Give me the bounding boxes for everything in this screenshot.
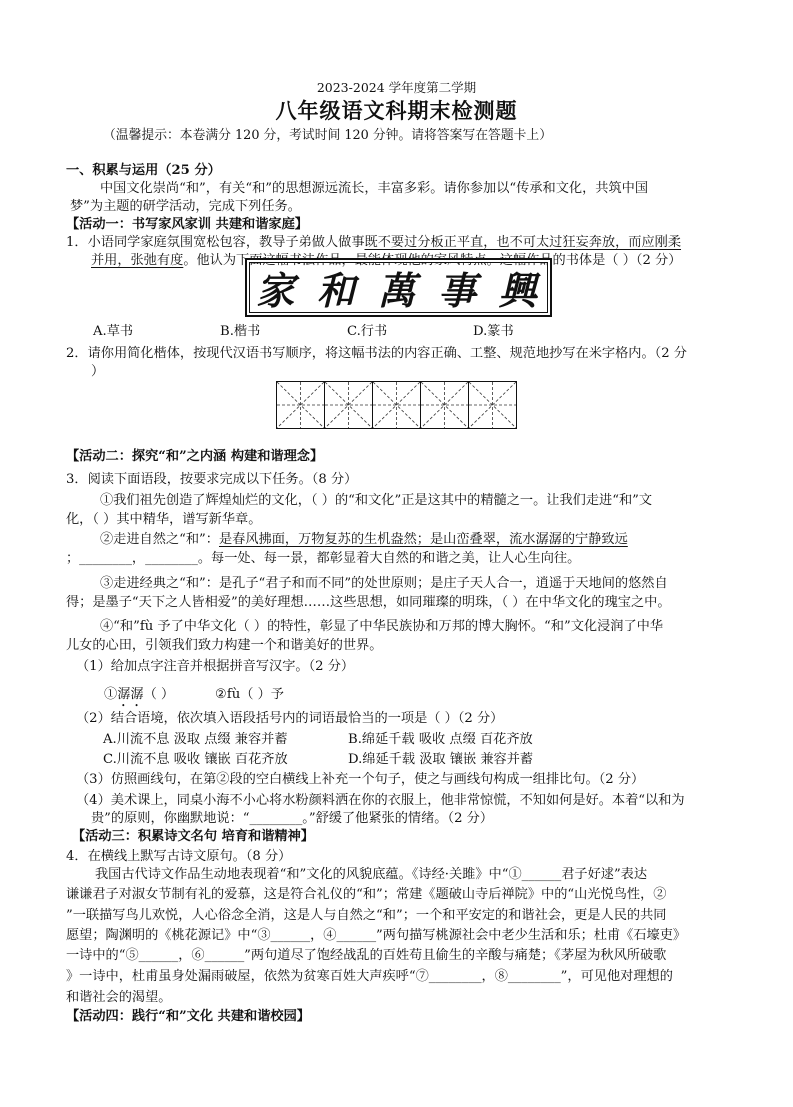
calligraphy-char: 興 [498,268,541,313]
q1-option-b: B.楷书 [220,324,261,339]
q2-line1: 2．请你用简化楷体，按现代汉语书写顺序，将这幅书法的内容正确、工整、规范地抄写在米字格内。（2 分 [66,346,687,361]
mi-grid [276,381,517,429]
q4-line2: 谦谦君子对淑女节制有礼的爱慕，这是符合礼仪的“和”；常建《题破山寺后禅院》中的“山光悦鸟性，② [66,887,667,902]
q3-stem: 3．阅读下面语段，按要求完成以下任务。（8 分） [66,472,358,487]
q4-stem: 4．在横线上默写古诗文原句。（8 分） [66,849,292,864]
activity1-label: 【活动一：书写家风家训 共建和谐家庭】 [66,217,308,232]
q4-line4: 愿望；陶渊明的《桃花源记》中“③______，④______”两句描写桃源社会中老少生活和乐；杜甫《石壕吏》 [66,928,687,943]
q3-sub4-line2: 贵”的原则，你幽默地说：“________。”舒缓了他紧张的情绪。（2 分） [91,811,494,826]
section-intro-line2: 梦”为主题的研学活动，完成下列任务。 [70,199,301,214]
q4-line1: 我国古代诗文作品生动地表现着“和”文化的风貌底蕴。《诗经·关雎》中“①______君子好逑”表达 [95,867,648,882]
q3-option-a: A.川流不息 汲取 点缀 兼容并蓄 [103,732,288,747]
mi-grid-cell[interactable] [325,382,373,428]
mi-grid-cell[interactable] [373,382,421,428]
q1-line1: 1．小语同学家庭氛围宽松包容，教导子弟做人做事既不要过分板正平直，也不可太过狂妄奔放，而应刚柔 [66,235,682,250]
exam-term: 2023-2024 学年度第二学期 [316,80,477,95]
q1-option-d: D.篆书 [473,324,514,339]
q3-sub2: （2）结合语境，依次填入语段括号内的词语最恰当的一项是（ ）（2 分） [76,711,504,726]
mi-grid-cell[interactable] [277,382,325,428]
q3-p3-line2: 得；是墨子“天下之人皆相爱”的美好理想……这些思想，如同璀璨的明珠，（ ）在中华文化的瑰宝之中。 [66,595,671,610]
q1-option-a: A.草书 [93,324,134,339]
calligraphy-char: 家 [256,268,299,313]
q3-sub1-a: ①潺潺（ ） [104,687,175,702]
section-title: 一、积累与运用（25 分） [66,163,221,178]
q3-p4-line1: ④“和”fù 予了中华文化（ ）的特性，彰显了中华民族协和万邦的博大胸怀。“和”文化浸润了中华 [100,619,664,634]
q3-sub3: （3）仿照画线句，在第②段的空白横线上补充一个句子，使之与画线句构成一组排比句。（2 分） [76,772,645,787]
calligraphy-artwork [245,258,552,317]
exam-title: 八年级语文科期末检测题 [275,98,518,123]
q3-p2-line1: ②走进自然之“和”：是春风拂面，万物复苏的生机盎然；是山峦叠翠，流水潺潺的宁静致远 [100,532,628,547]
mi-grid-cell[interactable] [469,382,516,428]
q3-p3-line1: ③走进经典之“和”：是孔子“君子和而不同”的处世原则；是庄子天人合一，逍遥于天地间的悠然自 [100,576,668,591]
q3-option-b: B.绵延千载 吸收 点缀 百花齐放 [348,732,533,747]
q3-sub1: （1）给加点字注音并根据拼音写汉字。（2 分） [76,659,355,674]
q4-line7: 和谐社会的渴望。 [66,990,172,1005]
calligraphy-char: 事 [438,268,481,313]
activity4-label: 【活动四：践行“和”文化 共建和谐校园】 [66,1009,310,1024]
q4-line5: 一诗中的“⑤______，⑥______”两句道尽了饱经战乱的百姓苟且偷生的辛酸与痛楚；《茅屋为秋风所破歌 [66,948,667,963]
activity3-label: 【活动三：积累诗文名句 培育和谐精神】 [72,829,314,844]
section-intro-line1: 中国文化崇尚“和”，有关“和”的思想源远流长，丰富多彩。请你参加以“传承和文化，共筑中国 [100,181,649,196]
q1-option-c: C.行书 [347,324,388,339]
mi-grid-cell[interactable] [421,382,469,428]
q3-option-d: D.绵延千载 汲取 镶嵌 兼容并蓄 [348,752,534,767]
q1-line2: 并用，张弛有度。他认为下面这幅书法作品，最能体现他的家风特点。这幅作品的书体是（ ）（2 分） [91,253,682,268]
q4-line3: ”一联描写鸟儿欢悦，人心俗念全消，这是人与自然之“和”；一个和平安定的和谐社会，更是人民的共同 [66,908,667,923]
q3-p1-line1: ①我们祖先创造了辉煌灿烂的文化，（ ）的“和文化”正是这其中的精髓之一。让我们走进“和”文 [100,493,653,508]
calligraphy-char: 和 [316,268,359,313]
q4-line6: 》一诗中，杜甫虽身处漏雨破屋，依然为贫寒百姓大声疾呼“⑦________，⑧________”，可见他对理想的 [66,969,673,984]
q3-p1-line2: 化，（ ）其中精华，谱写新华章。 [66,512,262,527]
q3-sub1-b: ②fù（ ）予 [215,687,284,702]
activity2-label: 【活动二：探究“和”之内涵 构建和谐理念】 [66,449,324,464]
q3-p2-line2: ；________，________。每一处、每一景，都彰显着大自然的和谐之美，让人心生向往。 [66,551,581,566]
q3-sub4-line1: （4）美术课上，同桌小海不小心将水粉颜料洒在你的衣服上，他非常惊慌，不知如何是好。本着“以和为 [76,793,685,808]
exam-tip: （温馨提示：本卷满分 120 分，考试时间 120 分钟。请将答案写在答题卡上） [103,128,553,143]
calligraphy-char: 萬 [377,268,420,313]
q2-line2: ） [91,364,105,379]
q3-option-c: C.川流不息 吸收 镶嵌 百花齐放 [103,752,288,767]
q3-p4-line2: 儿女的心田，引领我们致力构建一个和谐美好的世界。 [66,638,383,653]
